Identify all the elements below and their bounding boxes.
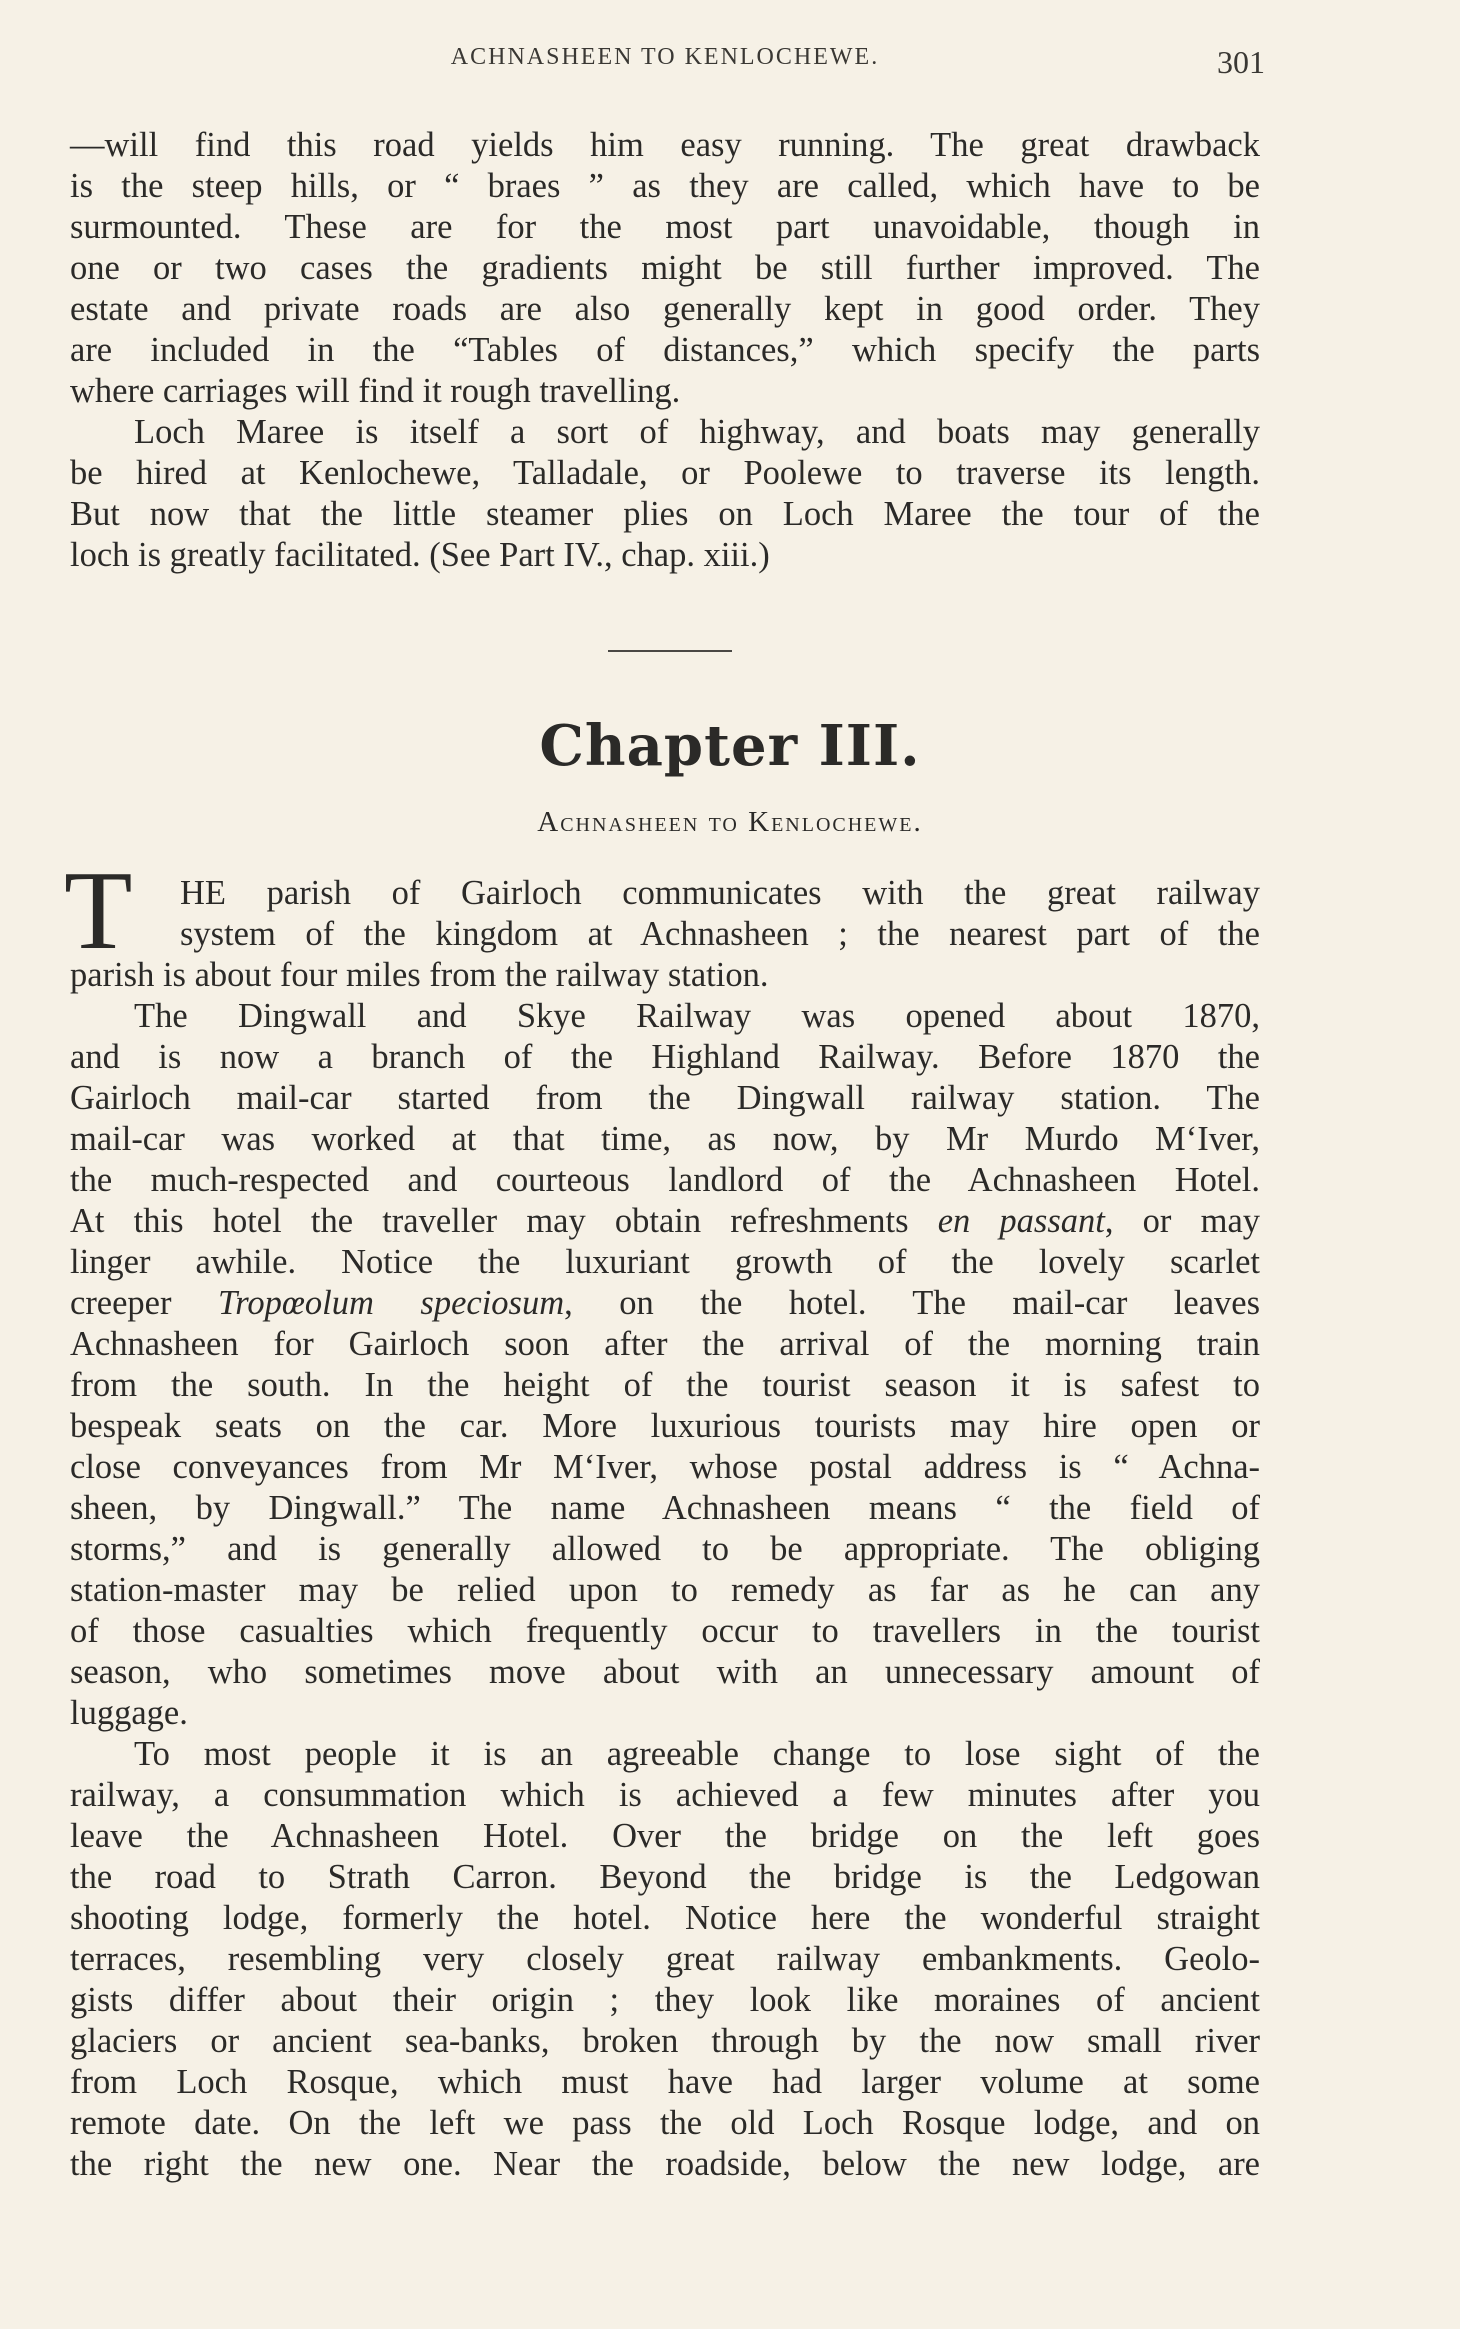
text-line: of those casualties which frequently occur to travellers in the tourist	[70, 1612, 1260, 1650]
text-line: the much-respected and courteous landlord of the Achnasheen Hotel.	[70, 1161, 1260, 1199]
text-line: terraces, resembling very closely great railway embankments. Geolo-	[70, 1940, 1260, 1978]
text-line: leave the Achnasheen Hotel. Over the bridge on the left goes	[70, 1817, 1260, 1855]
text-line: shooting lodge, formerly the hotel. Notice here the wonderful straight	[70, 1899, 1260, 1937]
text-line: station-master may be relied upon to remedy as far as he can any	[70, 1571, 1260, 1609]
text-line: loch is greatly facilitated. (See Part IV., chap. xiii.)	[70, 536, 770, 574]
italic-phrase: en passant	[937, 1202, 1105, 1240]
text-line: Achnasheen for Gairloch soon after the arrival of the morning train	[70, 1325, 1260, 1363]
text-line: bespeak seats on the car. More luxurious tourists may hire open or	[70, 1407, 1260, 1445]
text-line: luggage.	[70, 1694, 188, 1732]
chapter-body	[70, 873, 1260, 2185]
text-line: linger awhile. Notice the luxuriant growth of the lovely scarlet	[70, 1243, 1260, 1281]
text-line: Loch Maree is itself a sort of highway, and boats may generally	[134, 413, 1260, 451]
text-line: close conveyances from Mr M‘Iver, whose postal address is “ Achna-	[70, 1448, 1260, 1486]
text-line: one or two cases the gradients might be still further improved. The	[70, 249, 1260, 287]
text-line: parish is about four miles from the railway station.	[70, 956, 769, 994]
text-line: system of the kingdom at Achnasheen ; the nearest part of the	[180, 915, 1260, 953]
continued-text	[70, 125, 1260, 576]
chapter-subtitle: Achnasheen to Kenlochewe.	[537, 806, 923, 838]
running-title: ACHNASHEEN TO KENLOCHEWE.	[450, 44, 880, 70]
section-divider	[608, 650, 732, 652]
text-line: Gairloch mail-car started from the Dingwall railway station. The	[70, 1079, 1260, 1117]
text-line: estate and private roads are also generally kept in good order. They	[70, 290, 1260, 328]
text-line: gists differ about their origin ; they look like moraines of ancient	[70, 1981, 1260, 2019]
text-line: is the steep hills, or “ braes ” as they are called, which have to be	[70, 167, 1260, 205]
text-line: railway, a consummation which is achieved a few minutes after you	[70, 1776, 1260, 1814]
text-line: The Dingwall and Skye Railway was opened about 1870,	[134, 997, 1260, 1035]
chapter-heading: Chapter III.	[539, 713, 921, 779]
text-line: creeper Tropœolum speciosum, on the hotel. The mail-car leaves	[70, 1284, 1261, 1322]
text-line: At this hotel the traveller may obtain refreshments en passant, or may	[70, 1202, 1261, 1240]
text-line: mail-car was worked at that time, as now, by Mr Murdo M‘Iver,	[70, 1120, 1260, 1158]
text-line: are included in the “Tables of distances,” which specify the parts	[70, 331, 1260, 369]
text-line: from Loch Rosque, which must have had larger volume at some	[70, 2063, 1260, 2101]
text-line: be hired at Kenlochewe, Talladale, or Poolewe to traverse its length.	[70, 454, 1260, 492]
text-line: the road to Strath Carron. Beyond the bridge is the Ledgowan	[70, 1858, 1260, 1896]
text-line: But now that the little steamer plies on Loch Maree the tour of the	[70, 495, 1260, 533]
text-line: —will find this road yields him easy running. The great drawback	[70, 126, 1260, 164]
text-line: To most people it is an agreeable change to lose sight of the	[134, 1735, 1260, 1773]
text-line: storms,” and is generally allowed to be appropriate. The obliging	[70, 1530, 1260, 1568]
text-line: from the south. In the height of the tourist season it is safest to	[70, 1366, 1260, 1404]
italic-phrase: Tropœolum speciosum	[217, 1284, 565, 1322]
text-line: and is now a branch of the Highland Railway. Before 1870 the	[70, 1038, 1260, 1076]
text-line: where carriages will find it rough travelling.	[70, 372, 681, 410]
text-line: the right the new one. Near the roadside, below the new lodge, are	[70, 2145, 1260, 2183]
text-line: glaciers or ancient sea-banks, broken through by the now small river	[70, 2022, 1260, 2060]
text-line: season, who sometimes move about with an unnecessary amount of	[70, 1653, 1260, 1691]
page-number: 301	[1217, 44, 1265, 80]
text-line: sheen, by Dingwall.” The name Achnasheen means “ the field of	[70, 1489, 1260, 1527]
drop-cap: T	[64, 849, 133, 973]
text-line: surmounted. These are for the most part unavoidable, though in	[70, 208, 1260, 246]
text-line: remote date. On the left we pass the old Loch Rosque lodge, and on	[70, 2104, 1260, 2142]
text-line: HE parish of Gairloch communicates with the great railway	[180, 874, 1260, 912]
